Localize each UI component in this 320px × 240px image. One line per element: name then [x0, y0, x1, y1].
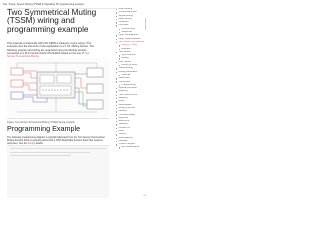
content-line: [10, 155, 71, 156]
top-bar-title: Fan, Torque, Speed: Muting (TSSM) & Signalling; Pic-programming example: [3, 2, 84, 6]
bullet-icon: [116, 105, 117, 106]
sensor-block: [11, 80, 23, 87]
sidebar-item-label: Mute Enable: [118, 103, 132, 106]
section-link[interactable]: Muting: [27, 142, 36, 145]
bullet-icon: [119, 45, 120, 46]
bullet-icon: [116, 68, 117, 69]
bullet-icon: [119, 55, 120, 56]
sidebar-item-label: Glossary: [118, 123, 128, 126]
bullet-icon: [116, 138, 117, 139]
programming-diagram-area: [7, 145, 109, 198]
table-of-contents-sidebar: [116, 8, 146, 198]
sidebar-item-label: Config. and: [118, 80, 131, 83]
bullet-icon: [116, 88, 117, 89]
sidebar-item-label: Cross-Muting and: [118, 11, 137, 14]
content-line: [10, 148, 106, 149]
sidebar-item-label: Programming: [121, 83, 136, 86]
sidebar-scrollbar[interactable]: [145, 18, 146, 30]
sidebar-item-label: Logic Implementation: [118, 37, 141, 40]
sidebar-item-label: Reference: [118, 120, 130, 123]
bullet-icon: [116, 78, 117, 79]
sidebar-item-label: Two Sensor: [118, 50, 131, 53]
controller-terminals: [40, 86, 71, 95]
bullet-icon: [116, 62, 117, 63]
sidebar-item-label: Index: [118, 129, 125, 132]
intro-text-after: .: [38, 55, 40, 59]
sidebar-item-label: Glossary: [118, 139, 128, 142]
sensor-block: [11, 68, 23, 75]
bullet-icon: [116, 16, 117, 17]
sidebar-item-label: About Muting: [118, 8, 133, 10]
terminal-dots: [43, 90, 68, 91]
bullet-icon: [116, 12, 117, 13]
intro-paragraph: [7, 42, 95, 58]
sidebar-item-label: Muting (FSSM): [121, 64, 138, 67]
page-footer: [0, 194, 149, 197]
sensor-block: [11, 92, 23, 99]
bullet-icon: [116, 118, 117, 119]
sidebar-item-label: Muting Dependent: [118, 70, 138, 73]
figure-caption: Figure. Two Sensor Symmetrical Muting (TSSM) wiring example: [7, 121, 75, 124]
sidebar-item-label: Asymmetrical: [121, 54, 136, 57]
bullet-icon: [116, 111, 117, 112]
bullet-icon: [116, 114, 117, 115]
sidebar-item-label: and Maintenance: [121, 146, 140, 149]
sidebar-item-label: Special Functions: [118, 87, 137, 90]
sidebar-item-label: Logic Muting: [118, 17, 132, 20]
sidebar-item-label: Sequence: [121, 31, 132, 34]
bullet-icon: [116, 141, 117, 142]
section-text-before: The following programming diagram is typically fabricated from the Two Sensor Symmetrical Muting function block is typically paired with a CDP-Stop/Flight function block (the required response). See the: [7, 136, 105, 145]
sidebar-item[interactable]: [116, 146, 146, 149]
intro-text-before: This example corresponds with ISO 13849-1 Category 4 type wiring. This example uses the elements of the application to a 2 Ch. Muting Device. The following program and wiring are supported using two Muting sensors connected to a PLC function block XS-26-BAS based on the use of: [7, 42, 94, 55]
sidebar-item-label: Partial Muting: [118, 67, 133, 70]
sidebar-item-label: Muting Override: [118, 106, 135, 109]
bullet-icon: [116, 52, 117, 53]
intro-link[interactable]: Two Sensor Symmetrical Muting: [7, 51, 90, 59]
bullet-icon: [116, 98, 117, 99]
bullet-icon: [116, 35, 117, 36]
bullet-icon: [116, 144, 117, 145]
sidebar-item-label: Override: [121, 73, 131, 76]
bullet-icon: [116, 19, 117, 20]
bullet-icon: [116, 39, 117, 40]
sidebar-item-label: Two Sensor Symmetrical: [118, 40, 144, 43]
sidebar-item-label: Lockout: [118, 110, 127, 113]
sidebar-item-label: Abbreviations: [118, 136, 133, 139]
bullet-icon: [119, 29, 120, 30]
bullet-icon: [116, 128, 117, 129]
output-device: [87, 68, 103, 77]
sidebar-item-label: Troubleshooting: [118, 113, 135, 116]
section-heading: Programming Example: [7, 124, 81, 133]
page-title: Two Symmetrical Muting (TSSM) wiring and programming example: [7, 8, 97, 34]
bullet-icon: [116, 42, 117, 43]
figure-divider: [7, 118, 109, 119]
footer-page-number: 1/8: [143, 194, 146, 197]
sidebar-item-label: Function and: [121, 27, 135, 30]
content-line: [10, 152, 90, 153]
output-device: [87, 84, 103, 93]
bullet-icon: [116, 121, 117, 122]
bullet-icon: [119, 75, 120, 76]
bullet-icon: [119, 49, 120, 50]
output-device: [87, 100, 103, 109]
toc-list: [116, 8, 146, 150]
wiring-diagram-figure: [7, 58, 109, 116]
sidebar-item-label: Indication: [118, 21, 129, 24]
sidebar-item-label: Four Sensor: [118, 60, 132, 63]
bullet-icon: [119, 85, 120, 86]
bullet-icon: [119, 32, 120, 33]
controller-module: [57, 75, 71, 83]
bullet-icon: [116, 91, 117, 92]
sidebar-item-label: Mute Lamp: [118, 77, 131, 80]
sidebar-item-label: Appendix: [118, 116, 129, 119]
wiring-diagram: [7, 58, 109, 116]
sidebar-item-label: Product Support: [118, 143, 136, 146]
bullet-icon: [116, 9, 117, 10]
sidebar-item-label: Muting: [121, 57, 129, 60]
sidebar-item-label: Muting (TSSM): [121, 44, 138, 47]
bullet-icon: [116, 95, 117, 96]
section-text-after: details.: [35, 142, 44, 145]
bullet-icon: [119, 65, 120, 66]
bullet-icon: [119, 147, 120, 148]
sidebar-item-label: Contact Us: [118, 126, 130, 129]
sidebar-item-label: Stacking: [118, 90, 128, 93]
bullet-icon: [119, 58, 120, 59]
section-paragraph: [7, 136, 107, 145]
bullet-icon: [116, 25, 117, 26]
bullet-icon: [116, 134, 117, 135]
sidebar-item-label: Signal Muting: [118, 14, 133, 17]
bullet-icon: [116, 72, 117, 73]
controller-module: [40, 75, 54, 83]
bullet-icon: [116, 101, 117, 102]
bullet-icon: [116, 81, 117, 82]
bullet-icon: [116, 22, 117, 23]
sidebar-item-label: Version: [118, 133, 127, 136]
sidebar-item-label: Reset: [118, 100, 125, 103]
sidebar-item-label: Logic Configuration: [118, 34, 139, 37]
sidebar-item-label: Two-Hand Control: [118, 93, 138, 96]
bullet-icon: [116, 131, 117, 132]
sidebar-item-label: Blanking: [118, 97, 128, 100]
sidebar-item-label: Controller: [118, 24, 129, 27]
bullet-icon: [116, 108, 117, 109]
sidebar-item-label: Example: [121, 47, 131, 50]
bullet-icon: [116, 124, 117, 125]
top-bar: [0, 0, 149, 8]
